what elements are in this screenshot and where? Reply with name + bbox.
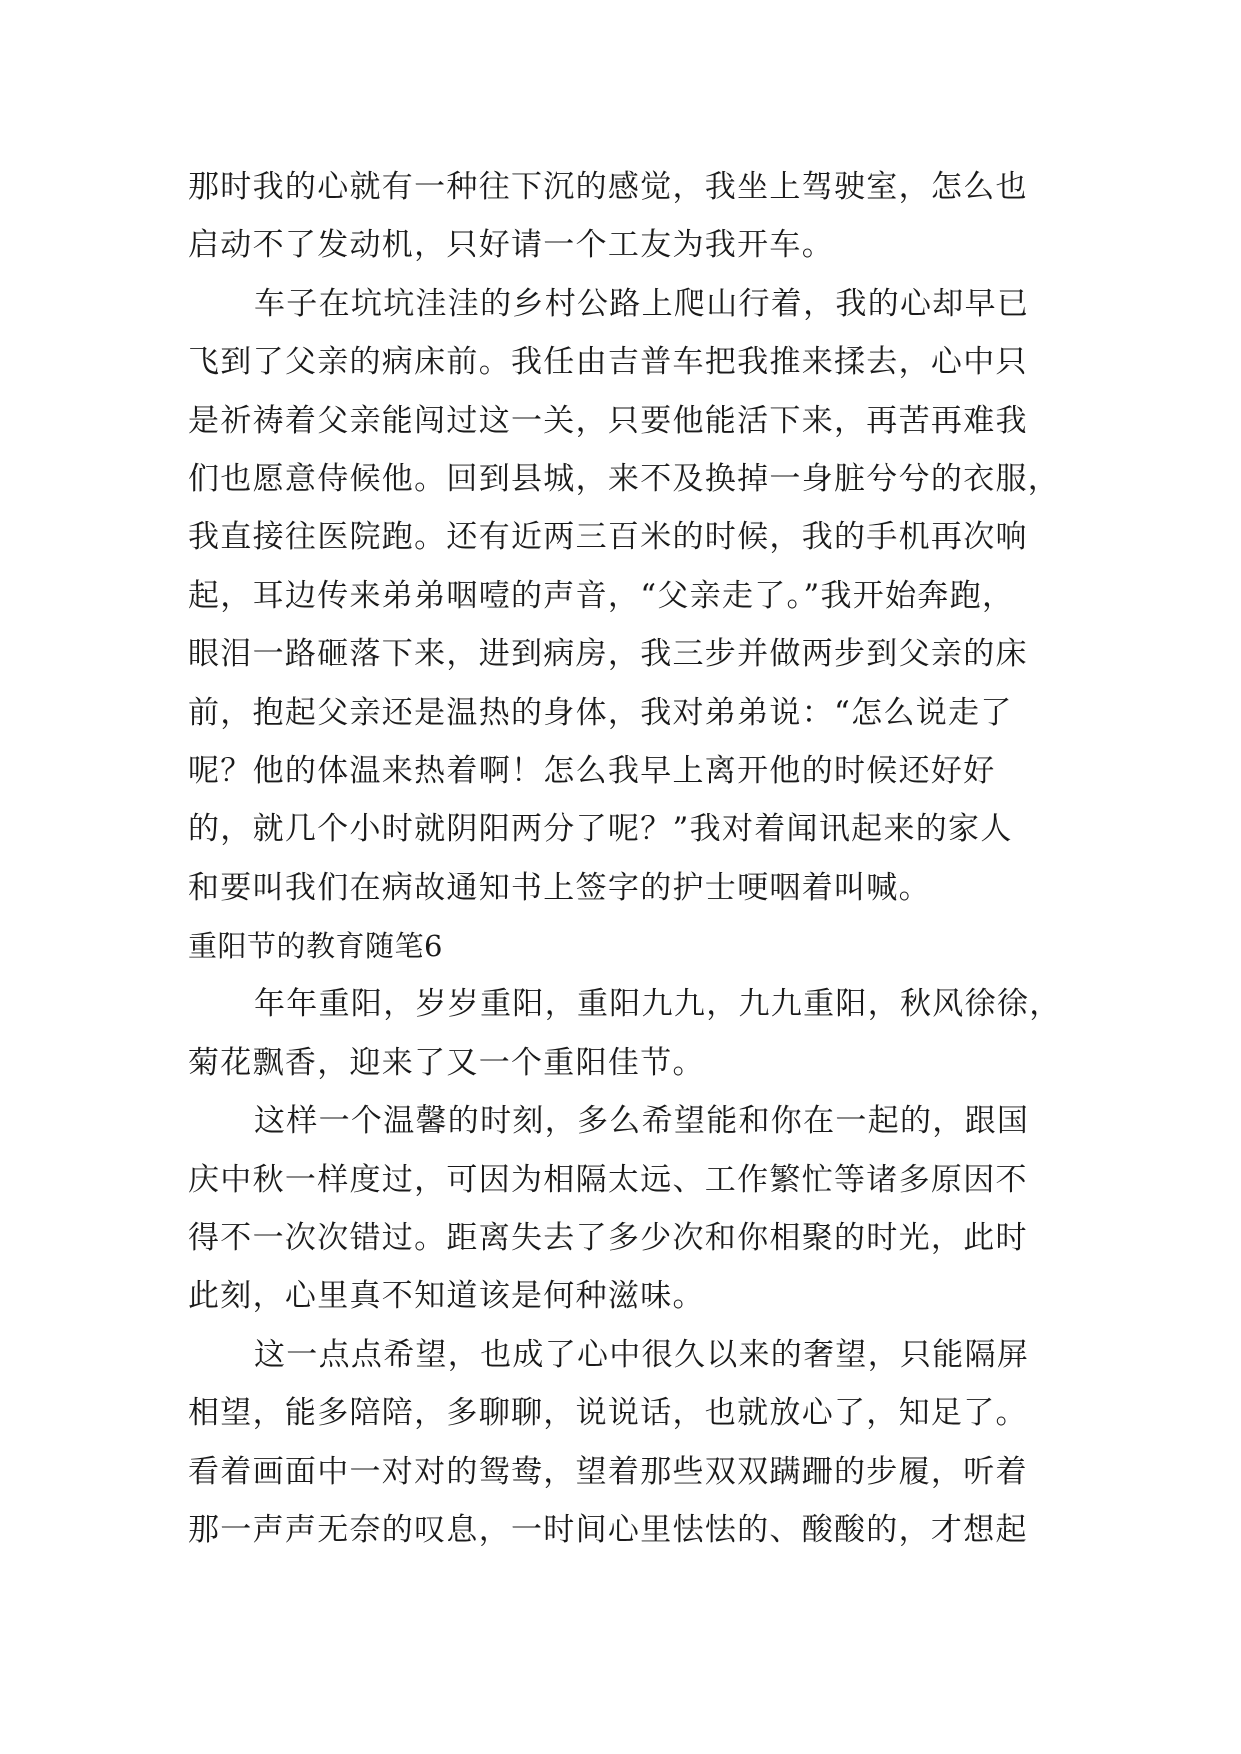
- text-line: 相望，能多陪陪，多聊聊，说说话，也就放心了，知足了。: [188, 1395, 1028, 1432]
- text-line: 飞到了父亲的病床前。我任由吉普车把我推来揉去，心中只: [188, 344, 1028, 381]
- text-line: 看着画面中一对对的鸳鸯，望着那些双双蹒跚的步履，听着: [188, 1453, 1028, 1490]
- text-line: 的，就几个小时就阴阳两分了呢？”我对着闻讯起来的家人: [188, 811, 1013, 848]
- paragraph-start-line: 年年重阳，岁岁重阳，重阳九九，九九重阳，秋风徐徐，: [254, 986, 1062, 1023]
- text-line: 此刻，心里真不知道该是何种滋味。: [188, 1278, 705, 1315]
- paragraph-start-line: 这样一个温馨的时刻，多么希望能和你在一起的，跟国: [254, 1103, 1030, 1140]
- text-line: 起，耳边传来弟弟咽噎的声音，“父亲走了。”我开始奔跑，: [188, 577, 1015, 614]
- text-line: 启动不了发动机，只好请一个工友为我开车。: [188, 227, 834, 264]
- text-line: 菊花飘香，迎来了又一个重阳佳节。: [188, 1044, 705, 1081]
- section-heading: 重阳节的教育随笔6: [188, 929, 443, 964]
- text-line: 那时我的心就有一种往下沉的感觉，我坐上驾驶室，怎么也: [188, 169, 1028, 205]
- text-line: 是祈祷着父亲能闯过这一关，只要他能活下来，再苦再难我: [188, 402, 1028, 439]
- text-line: 得不一次次错过。距离失去了多少次和你相聚的时光，此时: [188, 1220, 1028, 1257]
- text-line: 前，抱起父亲还是温热的身体，我对弟弟说：“怎么说走了: [188, 694, 1013, 731]
- text-line: 庆中秋一样度过，可因为相隔太远、工作繁忙等诸多原因不: [188, 1161, 1028, 1198]
- text-line: 我直接往医院跑。还有近两三百米的时候，我的手机再次响: [188, 519, 1028, 556]
- paragraph-start-line: 车子在坑坑洼洼的乡村公路上爬山行着，我的心却早已: [254, 285, 1030, 322]
- text-line: 和要叫我们在病故通知书上签字的护士哽咽着叫喊。: [188, 869, 931, 906]
- text-line: 呢？他的体温来热着啊！怎么我早上离开他的时候还好好: [188, 752, 996, 789]
- paragraph-start-line: 这一点点希望，也成了心中很久以来的奢望，只能隔屏: [254, 1336, 1030, 1373]
- text-line: 眼泪一路砸落下来，进到病房，我三步并做两步到父亲的床: [188, 636, 1028, 673]
- text-line: 那一声声无奈的叹息，一时间心里怯怯的、酸酸的，才想起: [188, 1511, 1028, 1548]
- document-body: [188, 158, 1062, 1559]
- text-line: 们也愿意侍候他。回到县城，来不及换掉一身脏兮兮的衣服，: [188, 460, 1061, 497]
